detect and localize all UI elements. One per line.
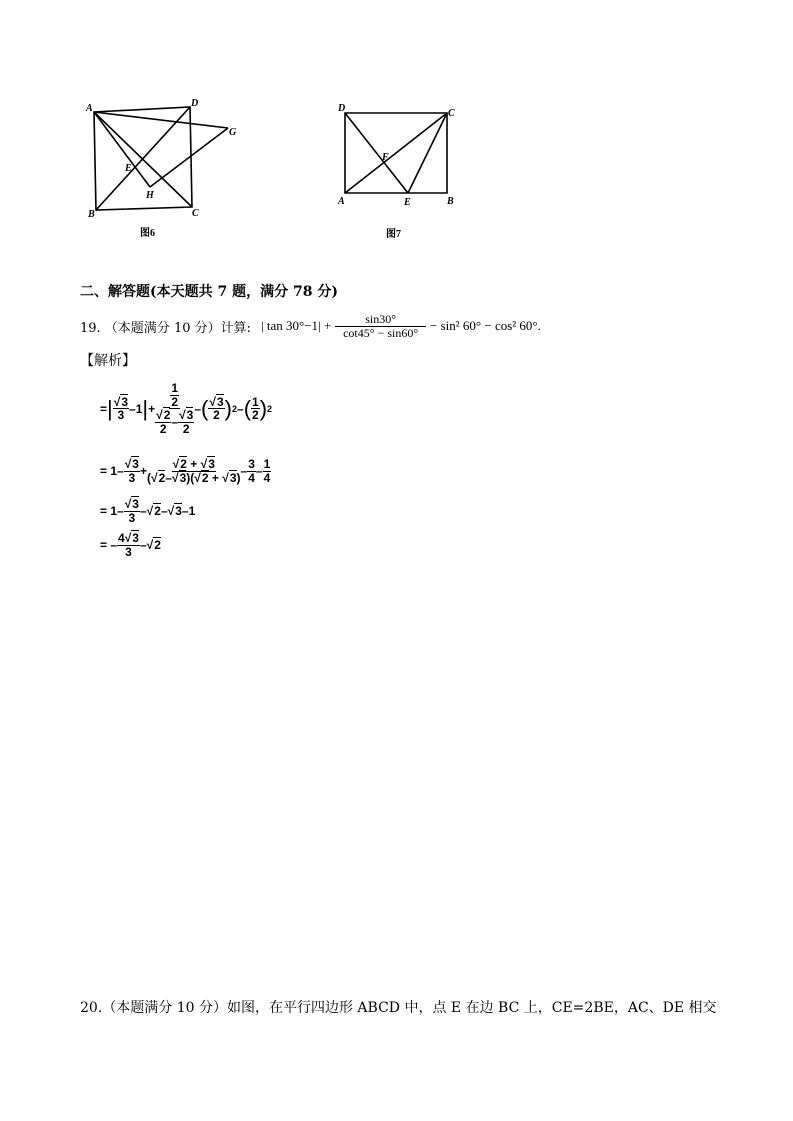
fig7-label-a: A — [338, 196, 345, 207]
q19-fraction-numerator: sin30° — [335, 313, 426, 327]
figure-7 — [330, 95, 470, 245]
solution-line-2: = 1– $\frac{√3}{3}$ + $\frac{√2 + √3}{(√2-√3)(√2 + √3)}$ – $\frac{3}{4}$ – $\frac{1}{4}$ — [100, 457, 271, 485]
fig7-caption: 图7 — [386, 229, 401, 240]
q19-prefix: 19. （本题满分 10 分）计算: — [80, 320, 251, 336]
fig7-label-e: E — [404, 197, 411, 208]
fig6-label-c: C — [192, 208, 199, 219]
q19-fraction-denominator: cot45° − sin60° — [343, 325, 419, 340]
fig7-segment-de — [345, 113, 408, 193]
question-20: 20.（本题满分 10 分）如图，在平行四边形 ABCD 中，点 E 在边 BC 上，CE=2BE，AC、DE 相交 — [80, 1000, 717, 1016]
fig6-label-g: G — [229, 127, 237, 138]
fig7-label-c: C — [448, 108, 455, 119]
solution-line-3: = 1– $\frac{√3}{3}$ –√2–√3–1 — [100, 497, 196, 525]
q19-tail: − sin² 60° − cos² 60°. — [430, 318, 541, 333]
figure-6 — [80, 95, 250, 245]
fig7-diagonal-ac — [345, 113, 447, 193]
fig6-label-a: A — [86, 103, 93, 114]
q19-abs-part: | tan 30°−1| + — [261, 318, 332, 333]
fig6-label-d: D — [191, 98, 199, 109]
section-heading: 二、解答题(本天题共 7 题，满分 78 分) — [80, 284, 338, 300]
solution-line-4: = – $\frac{4√3}{3}$ –√2 — [100, 531, 161, 559]
fig6-segment-ah — [94, 112, 150, 187]
question-19 — [80, 306, 541, 346]
solution-label: 【解析】 — [80, 353, 136, 369]
fig7-label-f: F — [382, 152, 389, 163]
fig7-segment-ec — [408, 113, 447, 193]
fig6-label-h: H — [146, 190, 154, 201]
fig7-label-b: B — [447, 196, 454, 207]
fig6-label-e: E — [125, 163, 132, 174]
fig6-label-b: B — [88, 209, 95, 220]
fig7-label-d: D — [338, 103, 346, 114]
fig6-segment-ag — [94, 112, 228, 128]
solution-line-1: = | $\frac{√3}{3}$ –1 | + $\frac{1}{2}$ $\frac{√2}{2}$ – $\frac{√3}{2}$ – ( $\frac{√3}{2}$ ) 2 – ( $\frac{1}{2}$ ) 2 — [100, 381, 273, 436]
fig6-caption: 图6 — [140, 228, 155, 239]
